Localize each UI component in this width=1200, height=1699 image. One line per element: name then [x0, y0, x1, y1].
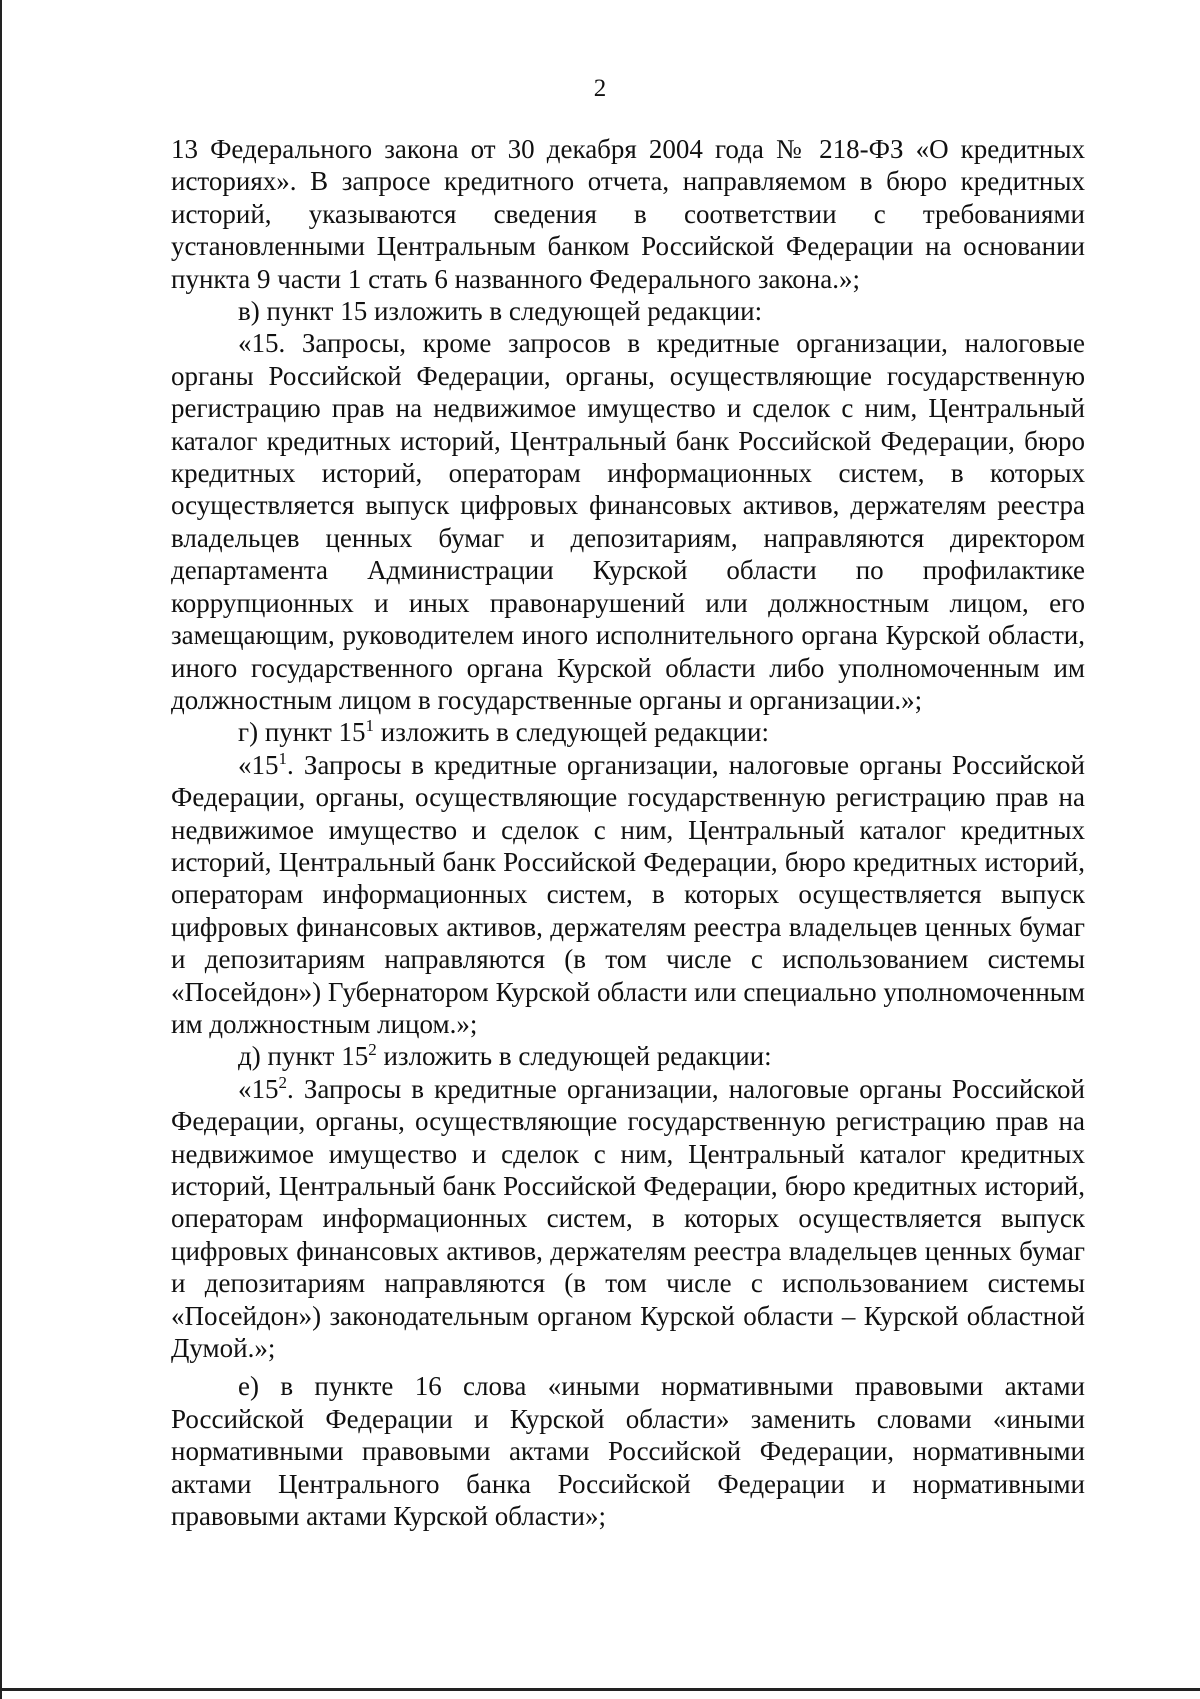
superscript: 1 [278, 748, 287, 768]
paragraph-item-d [171, 1040, 1085, 1072]
paragraph-item-e: е) в пункте 16 слова «иными нормативными правовыми актами Российской Федерации и Курской области» заменить словами «иными нормативными правовыми актами Российской Федерации, нормативными актами Центрального банка Российской Федерации и нормативными правовыми актами Курской области»; [171, 1371, 1085, 1532]
text-run: «15 [238, 1073, 279, 1104]
text-run: д) пункт 15 [238, 1041, 369, 1072]
paragraph-item-v: в) пункт 15 изложить в следующей редакции: [238, 296, 763, 327]
scan-edge-left [0, 0, 2, 1699]
text-run: изложить в следующей редакции: [374, 717, 769, 748]
superscript: 2 [368, 1040, 377, 1060]
text-run: г) пункт 15 [238, 717, 366, 748]
superscript: 1 [365, 716, 375, 736]
paragraph-clause-15-2 [171, 1073, 1085, 1365]
text-run: . Запросы в кредитные организации, налоговые органы Российской Федерации, органы, осуществляющие государственную регистрацию прав на недвижимое имущество и сделок с ним, Центральный каталог кредитных историй, Центральный банк Российской Федерации, бюро кредитных историй, операторам информационных систем, в которых осуществляется выпуск цифровых финансовых активов, держателям реестра владельцев ценных бумаг и депозитариям направляются (в том числе с использованием системы «Посейдон») законодательным органом Курской области – Курской областной Думой.»; [171, 1073, 1085, 1364]
text-run: «15 [238, 749, 279, 780]
scan-edge-bottom [0, 1688, 1200, 1691]
page-number: 2 [593, 75, 607, 102]
text-run: изложить в следующей редакции: [376, 1041, 772, 1072]
paragraph-clause-15: «15. Запросы, кроме запросов в кредитные организации, налоговые органы Российской Федерации, органы, осуществляющие государственную регистрацию прав на недвижимое имущество и сделок с ним, Центральный каталог кредитных историй, Центральный банк Российской Федерации, бюро кредитных историй, операторам информационных систем, в которых осуществляется выпуск цифровых финансовых активов, держателям реестра владельцев ценных бумаг и депозитариям, направляются директором департамента Администрации Курской области по профилактике коррупционных и иных правонарушений или должностным лицом, его замещающим, руководителем иного исполнительного органа Курской области, иного государственного органа Курской области либо уполномоченным им должностным лицом в государственные органы и организации.»; [171, 328, 1085, 715]
text-run: . Запросы в кредитные организации, налоговые органы Российской Федерации, органы, осуществляющие государственную регистрацию прав на недвижимое имущество и сделок с ним, Центральный каталог кредитных историй, Центральный банк Российской Федерации, бюро кредитных историй, операторам информационных систем, в которых осуществляется выпуск цифровых финансовых активов, держателям реестра владельцев ценных бумаг и депозитариям направляются (в том числе с использованием системы «Посейдон») Губернатором Курской области или специально уполномоченным им должностным лицом.»; [171, 749, 1085, 1039]
paragraph-clause-15-1 [171, 749, 1085, 1041]
superscript: 2 [278, 1072, 287, 1092]
document-body [171, 133, 1085, 1532]
paragraph-item-g [171, 716, 1085, 748]
paragraph-continuation: 13 Федерального закона от 30 декабря 2004 года № 218-ФЗ «О кредитных историях». В запросе кредитного отчета, направляемом в бюро кредитных историй, указываются сведения в соответствии с требованиями установленными Центральным банком Российской Федерации на основании пункта 9 части 1 стать 6 названного Федерального закона.»; [171, 134, 1085, 294]
